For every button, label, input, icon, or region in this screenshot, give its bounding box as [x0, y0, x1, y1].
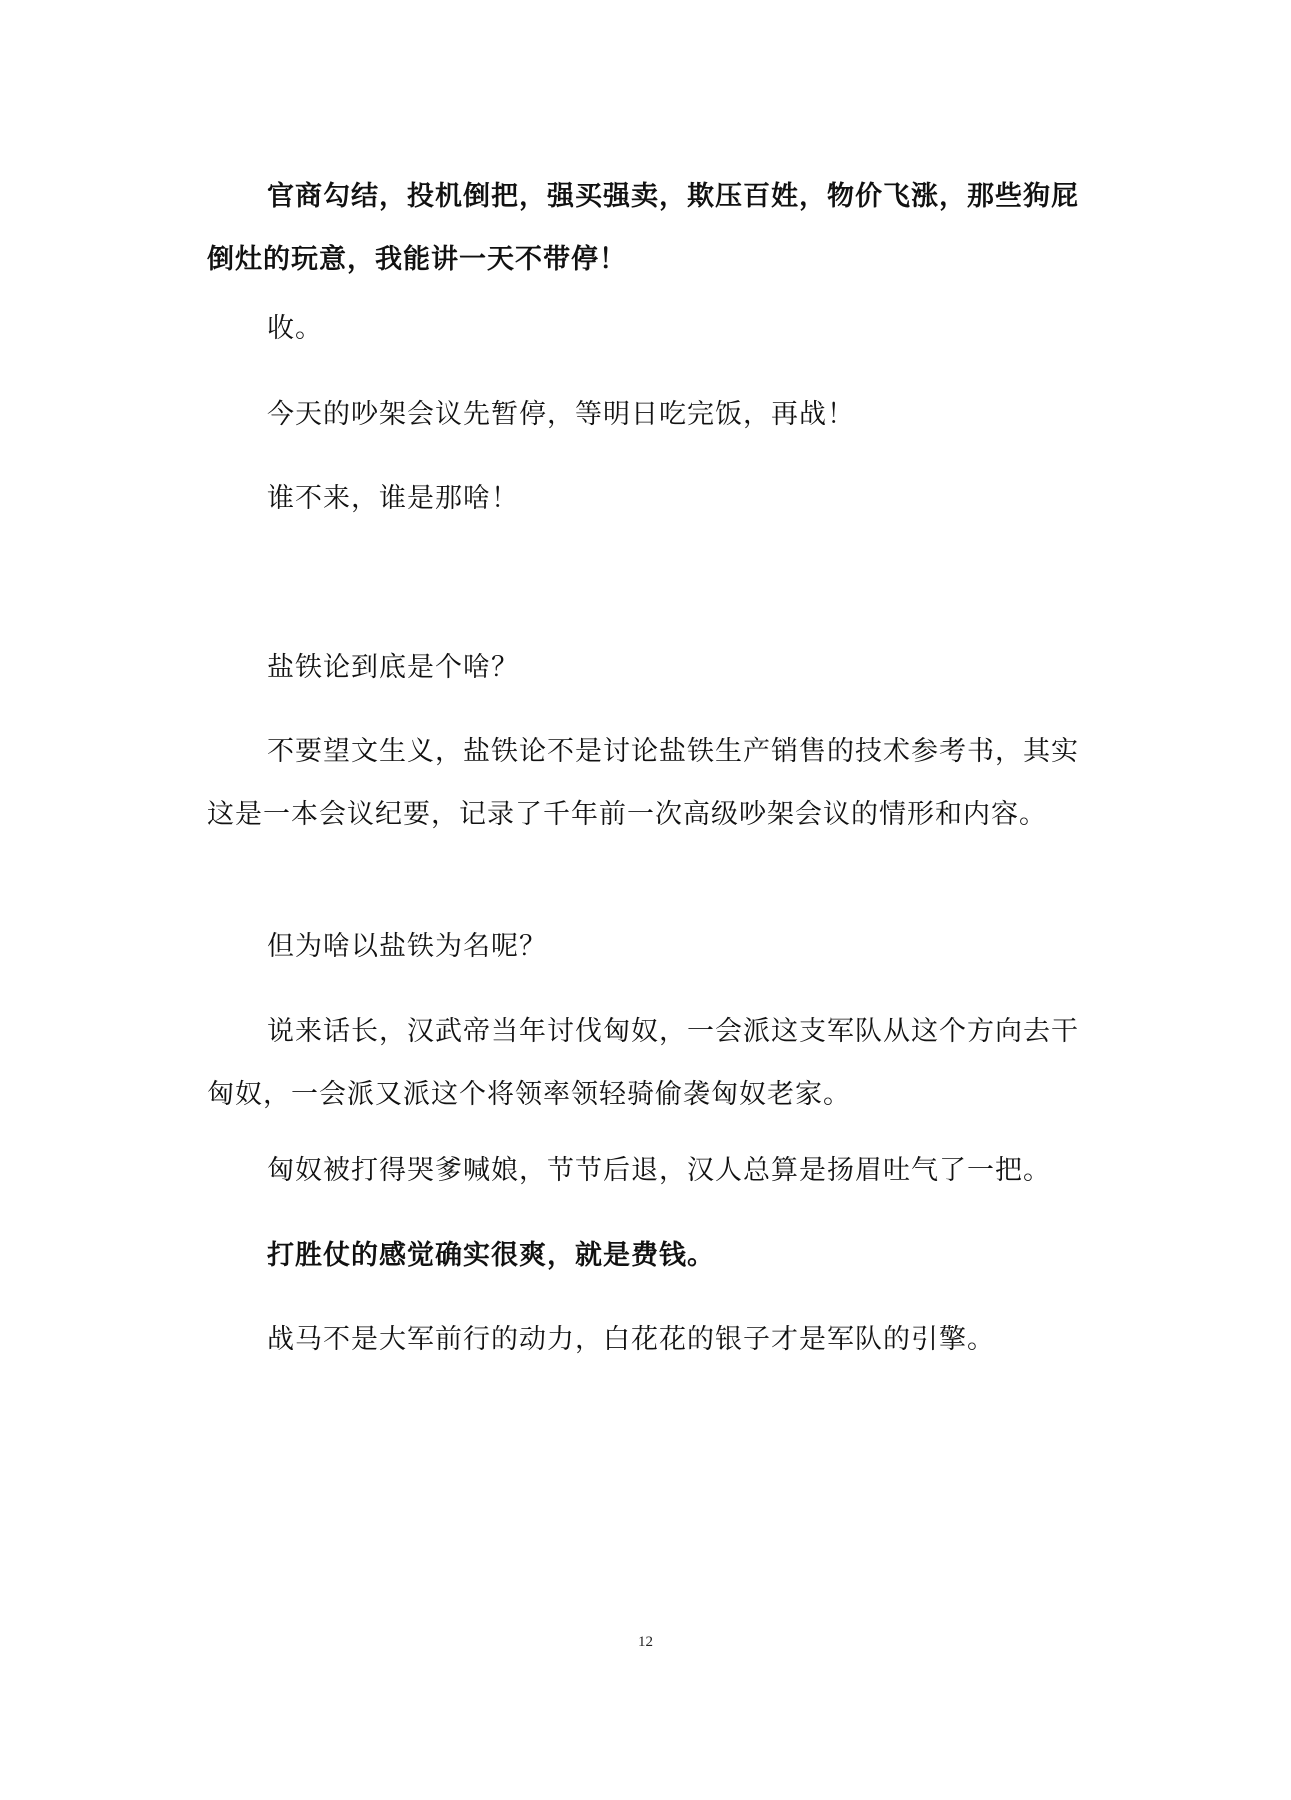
paragraph-1: 官商勾结，投机倒把，强买强卖，欺压百姓，物价飞涨，那些狗屁倒灶的玩意，我能讲一天不带停！ — [207, 181, 1079, 275]
paragraph-7: 但为啥以盐铁为名呢？ — [267, 931, 547, 962]
paragraph-11: 战马不是大军前行的动力，白花花的银子才是军队的引擎。 — [267, 1324, 995, 1355]
page-number: 12 — [638, 1634, 653, 1650]
paragraph-6: 不要望文生义，盐铁论不是讨论盐铁生产销售的技术参考书，其实这是一本会议纪要，记录了千年前一次高级吵架会议的情形和内容。 — [207, 736, 1079, 830]
paragraph-9: 匈奴被打得哭爹喊娘，节节后退，汉人总算是扬眉吐气了一把。 — [267, 1155, 1051, 1186]
paragraph-3: 今天的吵架会议先暂停，等明日吃完饭，再战！ — [267, 399, 855, 430]
paragraph-4: 谁不来，谁是那啥！ — [267, 483, 519, 514]
paragraph-10: 打胜仗的感觉确实很爽，就是费钱。 — [267, 1240, 715, 1271]
paragraph-5: 盐铁论到底是个啥？ — [267, 652, 519, 683]
paragraph-2: 收。 — [267, 313, 323, 344]
paragraph-8: 说来话长，汉武帝当年讨伐匈奴，一会派这支军队从这个方向去干匈奴，一会派又派这个将领率领轻骑偷袭匈奴老家。 — [207, 1016, 1079, 1110]
